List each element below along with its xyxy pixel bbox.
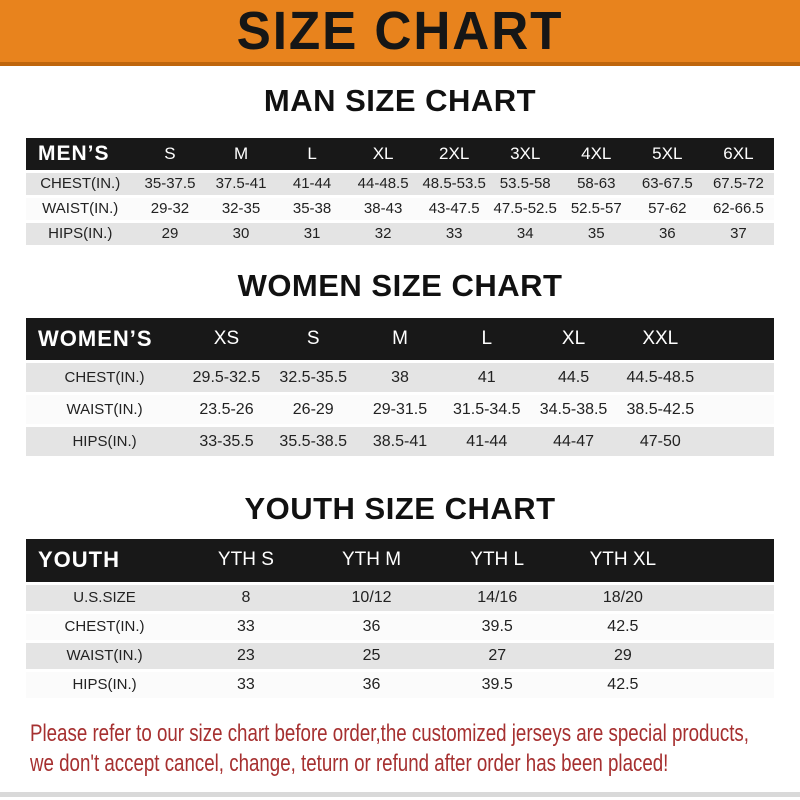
cell-value: 27: [434, 641, 560, 670]
table-row: [26, 641, 774, 670]
table-head: [26, 539, 774, 583]
table-row: [26, 583, 774, 612]
cell-value: 42.5: [560, 670, 686, 699]
cell-value: 18/20: [560, 583, 686, 612]
cell-value: 31: [277, 221, 348, 246]
cell-value: 41-44: [277, 171, 348, 196]
cell-value: 42.5: [560, 612, 686, 641]
row-label: CHEST(IN.): [26, 612, 183, 641]
cell-value: 34.5-38.5: [530, 394, 617, 426]
cell-value: 36: [632, 221, 703, 246]
table-row: [26, 171, 774, 196]
row-label: CHEST(IN.): [26, 171, 134, 196]
column-header: M: [357, 318, 444, 362]
column-header: YTH S: [183, 539, 309, 583]
column-header: XS: [183, 318, 270, 362]
cell-value: 38: [357, 362, 444, 394]
table-body: [26, 362, 774, 458]
cell-value: 53.5-58: [490, 171, 561, 196]
cell-value: 31.5-34.5: [443, 394, 530, 426]
cell-value: 41: [443, 362, 530, 394]
row-label: HIPS(IN.): [26, 670, 183, 699]
row-label: HIPS(IN.): [26, 426, 183, 458]
column-header: M: [206, 138, 277, 171]
column-header: XL: [348, 138, 419, 171]
cell-value: 32.5-35.5: [270, 362, 357, 394]
cell-value: 33-35.5: [183, 426, 270, 458]
row-spacer: [686, 583, 774, 612]
cell-value: 14/16: [434, 583, 560, 612]
men-size-table: [26, 138, 774, 248]
table-corner-label: WOMEN’S: [26, 318, 183, 362]
cell-value: 29: [134, 221, 205, 246]
row-spacer: [686, 612, 774, 641]
row-spacer: [686, 670, 774, 699]
cell-value: 23: [183, 641, 309, 670]
table-row: [26, 362, 774, 394]
table-header-row: [26, 539, 774, 583]
size-chart-banner: [0, 0, 800, 66]
column-header: YTH L: [434, 539, 560, 583]
table-body: [26, 171, 774, 246]
column-header: 2XL: [419, 138, 490, 171]
cell-value: 26-29: [270, 394, 357, 426]
row-label: WAIST(IN.): [26, 196, 134, 221]
table-row: [26, 612, 774, 641]
cell-value: 36: [309, 612, 435, 641]
cell-value: 29-32: [134, 196, 205, 221]
table-body: [26, 583, 774, 699]
header-spacer: [704, 318, 774, 362]
table-row: [26, 221, 774, 246]
cell-value: 32: [348, 221, 419, 246]
row-label: U.S.SIZE: [26, 583, 183, 612]
cell-value: 38.5-41: [357, 426, 444, 458]
cell-value: 57-62: [632, 196, 703, 221]
cell-value: 44.5: [530, 362, 617, 394]
header-spacer: [686, 539, 774, 583]
cell-value: 10/12: [309, 583, 435, 612]
row-label: WAIST(IN.): [26, 394, 183, 426]
column-header: L: [277, 138, 348, 171]
table-corner-label: YOUTH: [26, 539, 183, 583]
cell-value: 37: [703, 221, 774, 246]
cell-value: 33: [183, 612, 309, 641]
column-header: 5XL: [632, 138, 703, 171]
column-header: 4XL: [561, 138, 632, 171]
order-policy-note: [0, 719, 800, 779]
women-section-heading: WOMEN SIZE CHART: [237, 267, 563, 303]
table-row: [26, 196, 774, 221]
table-head: [26, 318, 774, 362]
cell-value: 35-38: [277, 196, 348, 221]
table-row: [26, 670, 774, 699]
column-header: S: [270, 318, 357, 362]
column-header: XXL: [617, 318, 704, 362]
row-label: WAIST(IN.): [26, 641, 183, 670]
cell-value: 34: [490, 221, 561, 246]
cell-value: 44-48.5: [348, 171, 419, 196]
cell-value: 44.5-48.5: [617, 362, 704, 394]
table-corner-label: MEN’S: [26, 138, 134, 171]
row-label: CHEST(IN.): [26, 362, 183, 394]
cell-value: 47.5-52.5: [490, 196, 561, 221]
row-spacer: [704, 426, 774, 458]
cell-value: 47-50: [617, 426, 704, 458]
column-header: XL: [530, 318, 617, 362]
cell-value: 38.5-42.5: [617, 394, 704, 426]
cell-value: 58-63: [561, 171, 632, 196]
cell-value: 52.5-57: [561, 196, 632, 221]
cell-value: 29.5-32.5: [183, 362, 270, 394]
bottom-divider: [0, 792, 800, 797]
table-head: [26, 138, 774, 171]
cell-value: 43-47.5: [419, 196, 490, 221]
order-policy-line-2: we don't accept cancel, change, teturn or refund after order has been placed!: [30, 749, 669, 777]
row-spacer: [704, 394, 774, 426]
row-spacer: [704, 362, 774, 394]
table-row: [26, 394, 774, 426]
cell-value: 37.5-41: [206, 171, 277, 196]
order-policy-line-1: Please refer to our size chart before order,the customized jerseys are special products,: [30, 719, 750, 747]
cell-value: 44-47: [530, 426, 617, 458]
cell-value: 41-44: [443, 426, 530, 458]
column-header: YTH XL: [560, 539, 686, 583]
cell-value: 32-35: [206, 196, 277, 221]
women-size-table: [26, 318, 774, 460]
men-table-wrap: [26, 138, 774, 248]
table-header-row: [26, 138, 774, 171]
youth-size-table: [26, 539, 774, 701]
youth-section-heading: YOUTH SIZE CHART: [244, 491, 556, 526]
cell-value: 67.5-72: [703, 171, 774, 196]
column-header: 3XL: [490, 138, 561, 171]
banner-title: SIZE CHART: [236, 1, 564, 61]
cell-value: 35-37.5: [134, 171, 205, 196]
cell-value: 23.5-26: [183, 394, 270, 426]
cell-value: 33: [183, 670, 309, 699]
table-row: [26, 426, 774, 458]
cell-value: 8: [183, 583, 309, 612]
cell-value: 25: [309, 641, 435, 670]
row-label: HIPS(IN.): [26, 221, 134, 246]
column-header: L: [443, 318, 530, 362]
cell-value: 33: [419, 221, 490, 246]
cell-value: 63-67.5: [632, 171, 703, 196]
cell-value: 38-43: [348, 196, 419, 221]
cell-value: 29: [560, 641, 686, 670]
column-header: S: [134, 138, 205, 171]
men-section-heading: MAN SIZE CHART: [263, 83, 537, 118]
cell-value: 39.5: [434, 612, 560, 641]
table-header-row: [26, 318, 774, 362]
women-table-wrap: [26, 318, 774, 460]
cell-value: 30: [206, 221, 277, 246]
cell-value: 35: [561, 221, 632, 246]
column-header: YTH M: [309, 539, 435, 583]
cell-value: 39.5: [434, 670, 560, 699]
youth-table-wrap: [26, 539, 774, 701]
cell-value: 48.5-53.5: [419, 171, 490, 196]
cell-value: 36: [309, 670, 435, 699]
row-spacer: [686, 641, 774, 670]
cell-value: 62-66.5: [703, 196, 774, 221]
column-header: 6XL: [703, 138, 774, 171]
cell-value: 35.5-38.5: [270, 426, 357, 458]
cell-value: 29-31.5: [357, 394, 444, 426]
